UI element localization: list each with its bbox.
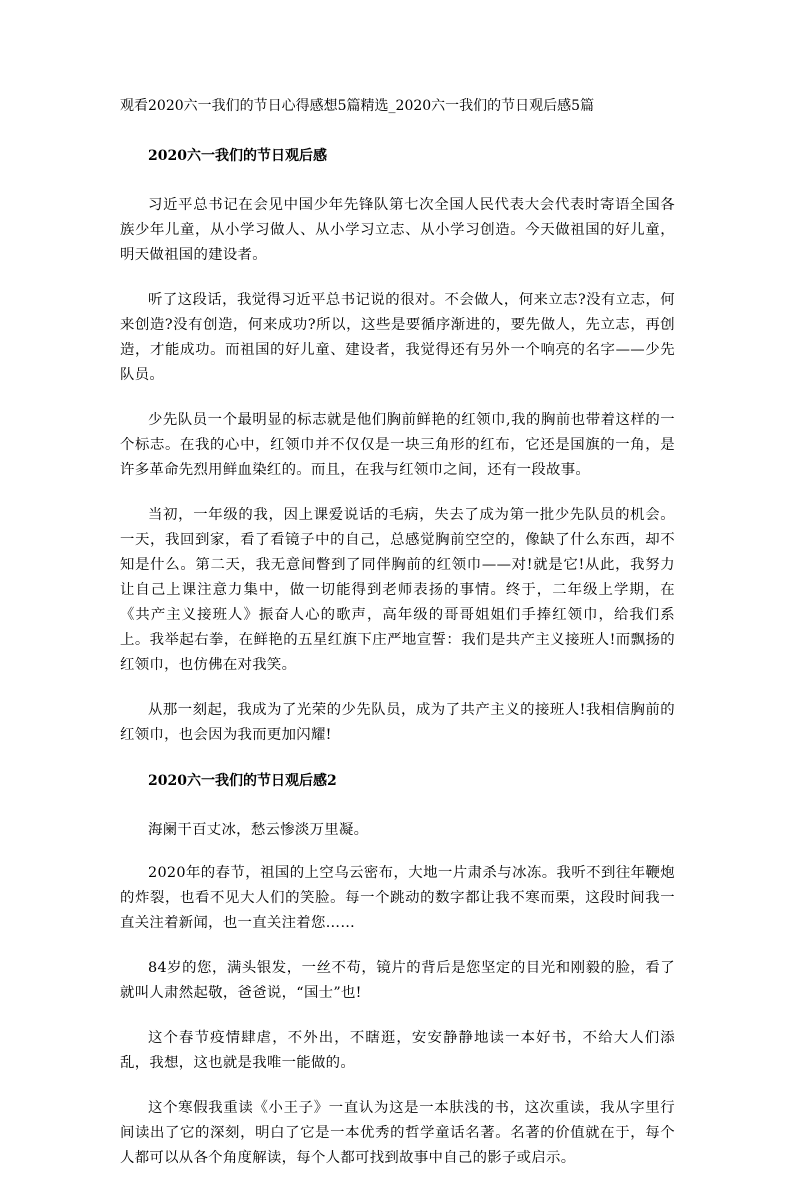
document-page [120, 93, 675, 1191]
paragraph-3: 少先队员一个最明显的标志就是他们胸前鲜艳的红领巾,我的胸前也带着这样的一个标志。在我的心中，红领巾并不仅仅是一块三角形的红布，它还是国旗的一角，是许多革命先烈用鲜血染红的。而且，在我与红领巾之间，还有一段故事。 [120, 412, 675, 478]
section-heading-2: 2020六一我们的节日观后感2 [148, 773, 337, 789]
paragraph-7: 2020年的春节，祖国的上空乌云密布，大地一片肃杀与冰冻。我听不到往年鞭炮的炸裂，也看不见大人们的笑脸。每一个跳动的数字都让我不寒而栗，这段时间我一直关注着新闻，也一直关注着您…… [120, 865, 675, 931]
paragraph-4: 当初，一年级的我，因上课爱说话的毛病，失去了成为第一批少先队员的机会。一天，我回到家，看了看镜子中的自己，总感觉胸前空空的，像缺了什么东西，却不知是什么。第二天，我无意间瞥到了同伴胸前的红领巾——对!就是它!从此，我努力让自己上课注意力集中，做一切能得到老师表扬的事情。终于，二年级上学期，在《共产主义接班人》振奋人心的歌声，高年级的哥哥姐姐们手捧红领巾，给我们系上。我举起右拳，在鲜艳的五星红旗下庄严地宣誓：我们是共产主义接班人!而飘扬的红领巾，也仿佛在对我笑。 [120, 507, 675, 673]
document-title: 观看2020六一我们的节日心得感想5篇精选_2020六一我们的节日观后感5篇 [120, 98, 595, 114]
paragraph-5: 从那一刻起，我成为了光荣的少先队员，成为了共产主义的接班人!我相信胸前的红领巾，也会因为我而更加闪耀! [120, 702, 675, 743]
paragraph-6: 海阑干百丈冰，愁云惨淡万里凝。 [148, 822, 369, 838]
paragraph-10: 这个寒假我重读《小王子》一直认为这是一本肤浅的书，这次重读，我从字里行间读出了它的深刻，明白了它是一本优秀的哲学童话名著。名著的价值就在于，每个人都可以从各个角度解读，每个人都可找到故事中自己的影子或启示。 [120, 1100, 675, 1166]
paragraph-9: 这个春节疫情肆虐，不外出，不瞎逛，安安静静地读一本好书，不给大人们添乱，我想，这也就是我唯一能做的。 [120, 1030, 675, 1071]
section-heading-1: 2020六一我们的节日观后感 [148, 148, 327, 164]
paragraph-2: 听了这段话，我觉得习近平总书记说的很对。不会做人，何来立志?没有立志，何来创造?没有创造，何来成功?所以，这些是要循序渐进的，要先做人，先立志，再创造，才能成功。而祖国的好儿童、建设者，我觉得还有另外一个响亮的名字——少先队员。 [120, 292, 675, 383]
paragraph-1: 习近平总书记在会见中国少年先锋队第七次全国人民代表大会代表时寄语全国各族少年儿童，从小学习做人、从小学习立志、从小学习创造。今天做祖国的好儿童，明天做祖国的建设者。 [120, 197, 675, 263]
paragraph-8: 84岁的您，满头银发，一丝不苟，镜片的背后是您坚定的目光和刚毅的脸，看了就叫人肃然起敬，爸爸说，“国士”也! [120, 960, 675, 1001]
